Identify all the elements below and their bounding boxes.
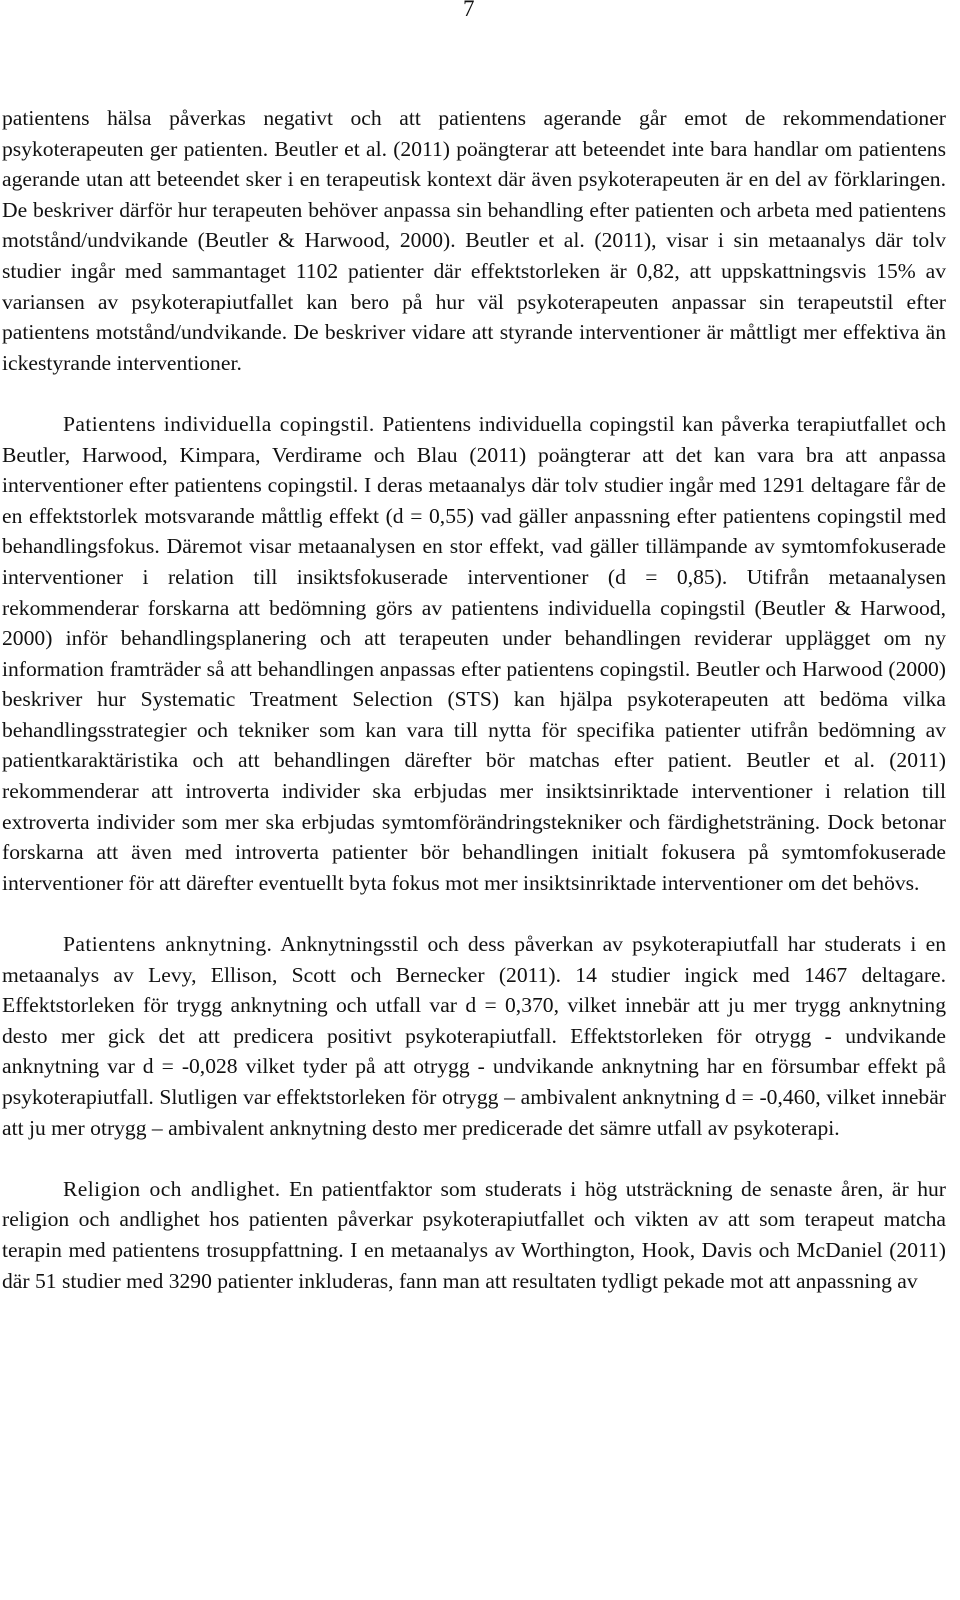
paragraph-coping-style xyxy=(2,409,946,899)
paragraph-attachment xyxy=(2,929,946,1143)
paragraph-heading: Religion och andlighet. xyxy=(63,1176,281,1201)
paragraph-text: Anknytningsstil och dess påverkan av psykoterapiutfall har studerats i en metaanalys av Levy, Ellison, Scott och Bernecker (2011). 14 studier ingick med 1467 deltagare. Effektstorleken för trygg anknytning och utfall var d = 0,370, vilket innebär att ju mer trygg anknytning desto mer gick det att predicera positivt psykoterapiutfall. Effektstorleken för otrygg - undvikande anknytning var d = -0,028 vilket tyder på att otrygg - undvikande anknytning har en försumbar effekt på psykoterapiutfall. Slutligen var effektstorleken för otrygg – ambivalent anknytning d = -0,460, vilket innebär att ju mer otrygg – ambivalent anknytning desto mer predicerade det sämre utfall av psykoterapi. xyxy=(2,932,946,1140)
paragraph-religion xyxy=(2,1174,946,1296)
paragraph-heading: Patientens individuella copingstil. xyxy=(63,411,375,436)
paragraph-adherence xyxy=(2,103,946,378)
paragraph-text: patientens hälsa påverkas negativt och att patientens agerande går emot de rekommendationer psykoterapeuten ger patienten. Beutler et al. (2011) poängterar att beteendet inte bara handlar om patientens agerande utan att beteendet sker i en terapeutisk kontext där även psykoterapeuten är en del av förklaringen. De beskriver därför hur terapeuten behöver anpassa sin behandling efter patienten och arbeta med patientens motstånd/undvikande (Beutler & Harwood, 2000). Beutler et al. (2011), visar i sin metaanalys där tolv studier ingår med sammantaget 1102 patienter där effektstorleken är 0,82, att uppskattningsvis 15% av variansen av psykoterapiutfallet kan bero på hur väl psykoterapeuten anpassar sin terapeutstil efter patientens motstånd/undvikande. De beskriver vidare att styrande interventioner är måttligt mer effektiva än ickestyrande interventioner. xyxy=(2,106,946,375)
paragraph-text: En patientfaktor som studerats i hög utsträckning de senaste åren, är hur religion och andlighet hos patienten påverkar psykoterapiutfallet och vikten av att som terapeut matcha terapin med patientens trosuppfattning. I en metaanalys av Worthington, Hook, Davis och McDaniel (2011) där 51 studier med 3290 patienter inkluderas, fann man att resultaten tydligt pekade mot att anpassning av xyxy=(2,1176,946,1293)
body-text xyxy=(2,103,946,1296)
paragraph-heading: Patientens anknytning. xyxy=(63,932,273,957)
paragraph-text: Patientens individuella copingstil kan påverka terapiutfallet och Beutler, Harwood, Kimpara, Verdirame och Blau (2011) poängterar att det kan vara bra att anpassa interventioner efter patientens copingstil. I deras metaanalys där tolv studier ingår med 1291 deltagare får de en effektstorlek motsvarande måttlig effekt (d = 0,55) vad gäller anpassning efter patientens copingstil med behandlingsfokus. Däremot visar metaanalysen en stor effekt, vad gäller tillämpande av symtomfokuserade interventioner i relation till insiktsfokuserade interventioner (d = 0,85). Utifrån metaanalysen rekommenderar forskarna att bedömning görs av patientens individuella copingstil (Beutler & Harwood, 2000) inför behandlingsplanering och att terapeuten under behandlingen reviderar upplägget om ny information framträder så att behandlingen anpassas efter patientens copingstil. Beutler och Harwood (2000) beskriver hur Systematic Treatment Selection (STS) kan hjälpa psykoterapeuten att bedöma vilka behandlingsstrategier och tekniker som kan vara till nytta för specifika patienter utifrån bedömning av patientkaraktäristika och att behandlingen därefter bör matchas efter patient. Beutler et al. (2011) rekommenderar att introverta individer ska erbjudas mer insiktsinriktade interventioner i relation till extroverta individer som mer ska erbjudas symtomförändringstekniker och färdighetsträning. Dock betonar forskarna att även med introverta patienter bör behandlingen initialt fokusera på symtomfokuserade interventioner för att därefter eventuellt byta fokus mot mer insiktsinriktade interventioner om det behövs. xyxy=(2,411,946,895)
page-number: 7 xyxy=(463,0,475,21)
